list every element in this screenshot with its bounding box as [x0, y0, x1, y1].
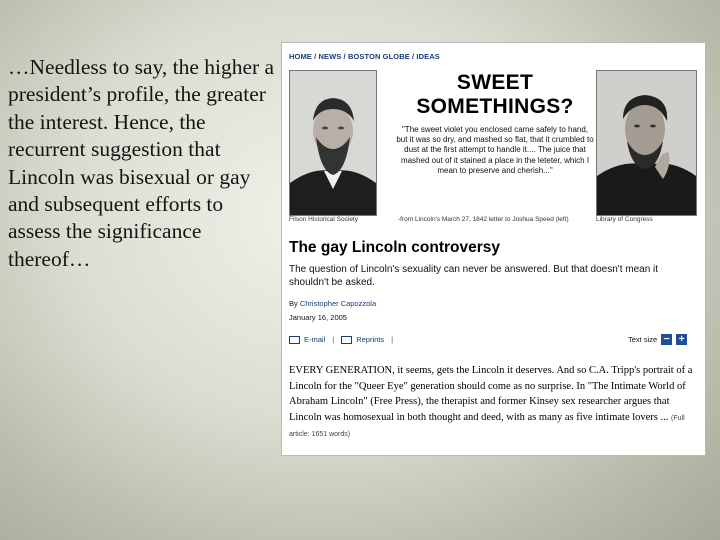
breadcrumb: HOME / NEWS / BOSTON GLOBE / IDEAS	[289, 52, 440, 61]
email-icon	[289, 336, 300, 344]
author-link[interactable]: Christopher Capozzola	[299, 299, 377, 308]
reprints-link[interactable]: Reprints	[356, 335, 385, 344]
byline-prefix: By	[289, 299, 300, 308]
article-dek: The question of Lincoln's sexuality can never be answered. But that doesn't mean it shouldn't be asked.	[289, 264, 659, 288]
caption-left: Filson Historical Society	[289, 216, 358, 223]
email-link[interactable]: E-mail	[304, 335, 326, 344]
breadcrumb-ideas[interactable]: IDEAS	[416, 52, 440, 61]
publish-date: January 16, 2005	[289, 313, 347, 322]
caption-right: Library of Congress	[596, 216, 653, 223]
caption-source: -from Lincoln's March 27, 1842 letter to Joshua Speed (left)	[398, 216, 569, 223]
headline-line-2: SOMETHINGS?	[416, 95, 574, 118]
article-body-text: EVERY GENERATION, it seems, gets the Lincoln it deserves. And so C.A. Tripp's portrait of a Lincoln for the "Queer Eye" generation should come as no surprise. In "The Intimate World of Abraham Lincoln" (Free Press), the therapist and former Kinsey sex researcher argues that Lincoln was homosexual in both thought and deed, with as many as five intimate lovers ...	[289, 365, 693, 423]
breadcrumb-home[interactable]: HOME	[289, 52, 312, 61]
feature-headline	[392, 71, 598, 119]
breadcrumb-news[interactable]: NEWS	[318, 52, 342, 61]
joshua-speed-portrait	[289, 70, 377, 216]
text-size-control	[628, 334, 687, 345]
article-screenshot	[281, 42, 706, 456]
full-article-link[interactable]: (Full article: 1651 words)	[289, 414, 685, 438]
article-tools	[289, 335, 396, 344]
headline-line-1: SWEET	[456, 71, 534, 94]
text-size-decrease-button[interactable]: −	[661, 334, 672, 345]
feature-header	[392, 71, 598, 176]
breadcrumb-boston-globe[interactable]: BOSTON GLOBE	[347, 52, 410, 61]
text-size-increase-button[interactable]: +	[676, 334, 687, 345]
article-title: The gay Lincoln controversy	[289, 239, 501, 256]
letter-quote: "The sweet violet you enclosed came safely to hand, but it was so dry, and mashed so flat, that it crumbled to dust at the first attempt to handle it.... The juice that mashed out of it stained a place in the leteter, which I mean to preserve and cherish..."	[396, 125, 594, 175]
tools-separator: |	[391, 335, 394, 344]
abraham-lincoln-portrait	[596, 70, 697, 216]
text-size-label: Text size	[628, 335, 658, 344]
slide-body-text: …Needless to say, the higher a president’s profile, the greater the interest. Hence, the recurrent suggestion that Lincoln was bisexual or gay and subsequent efforts to assess the significance thereof…	[8, 55, 275, 271]
reprints-icon	[341, 336, 352, 344]
tools-separator: |	[332, 335, 335, 344]
byline	[289, 299, 376, 308]
article-body	[289, 363, 701, 443]
